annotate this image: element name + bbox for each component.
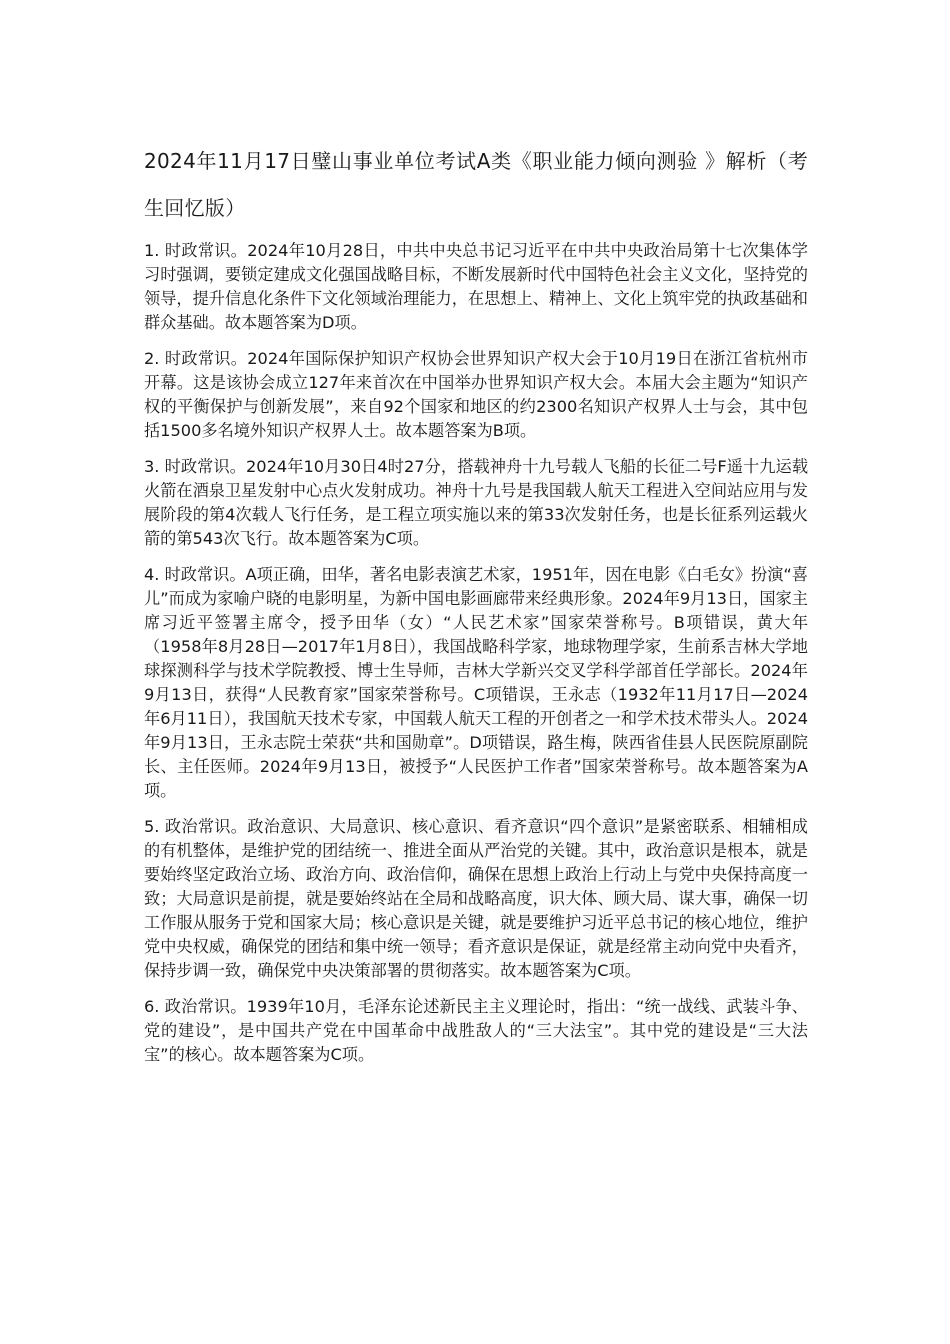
question-1-explanation: 1. 时政常识。2024年10月28日，中共中央总书记习近平在中共中央政治局第十七次集体学习时强调，要锁定建成文化强国战略目标，不断发展新时代中国特色社会主义文化，坚持党的领导，提升信息化条件下文化领域治理能力，在思想上、精神上、文化上筑牢党的执政基础和群众基础。故本题答案为D项。 [144,241,808,332]
question-4-explanation: 4. 时政常识。A项正确，田华，著名电影表演艺术家，1951年，因在电影《白毛女》扮演“喜儿”而成为家喻户晓的电影明星，为新中国电影画廊带来经典形象。2024年9月13日，国家主席习近平签署主席令，授予田华（女）“人民艺术家”国家荣誉称号。B项错误，黄大年（1958年8月28日—2017年1月8日），我国战略科学家，地球物理学家，生前系吉林大学地球探测科学与技术学院教授、博士生导师，吉林大学新兴交叉学科学部首任学部长。2024年9月13日，获得“人民教育家”国家荣誉称号。C项错误，王永志（1932年11月17日—2024年6月11日），我国航天技术专家，中国载人航天工程的开创者之一和学术技术带头人。2024年9月13日，王永志院士荣获“共和国勋章”。D项错误，路生梅，陕西省佳县人民医院原副院长、主任医师。2024年9月13日，被授予“人民医护工作者”国家荣誉称号。故本题答案为A项。 [144,565,808,800]
question-6-explanation: 6. 政治常识。1939年10月，毛泽东论述新民主主义理论时，指出：“统一战线、武装斗争、党的建设”，是中国共产党在中国革命中战胜敌人的“三大法宝”。其中党的建设是“三大法宝”的核心。故本题答案为C项。 [144,997,808,1064]
question-3-explanation: 3. 时政常识。2024年10月30日4时27分，搭载神舟十九号载人飞船的长征二号F遥十九运载火箭在酒泉卫星发射中心点火发射成功。神舟十九号是我国载人航天工程进入空间站应用与发展阶段的第4次载人飞行任务，是工程立项实施以来的第33次发射任务，也是长征系列运载火箭的第543次飞行。故本题答案为C项。 [144,457,808,548]
question-5-explanation: 5. 政治常识。政治意识、大局意识、核心意识、看齐意识“四个意识”是紧密联系、相辅相成的有机整体，是维护党的团结统一、推进全面从严治党的关键。其中，政治意识是根本，就是要始终坚定政治立场、政治方向、政治信仰，确保在思想上政治上行动上与党中央保持高度一致；大局意识是前提，就是要始终站在全局和战略高度，识大体、顾大局、谋大事，确保一切工作服从服务于党和国家大局；核心意识是关键，就是要维护习近平总书记的核心地位，维护党中央权威，确保党的团结和集中统一领导；看齐意识是保证，就是经常主动向党中央看齐，保持步调一致，确保党中央决策部署的贯彻落实。故本题答案为C项。 [144,817,808,980]
question-2-explanation: 2. 时政常识。2024年国际保护知识产权协会世界知识产权大会于10月19日在浙江省杭州市开幕。这是该协会成立127年来首次在中国举办世界知识产权大会。本届大会主题为“知识产权的平衡保护与创新发展”，来自92个国家和地区的约2300名知识产权界人士与会，其中包括1500多名境外知识产权界人士。故本题答案为B项。 [144,349,808,440]
document-page [144,138,808,1079]
document-title: 2024年11月17日璧山事业单位考试A类《职业能力倾向测验 》解析（考生回忆版） [144,149,808,220]
